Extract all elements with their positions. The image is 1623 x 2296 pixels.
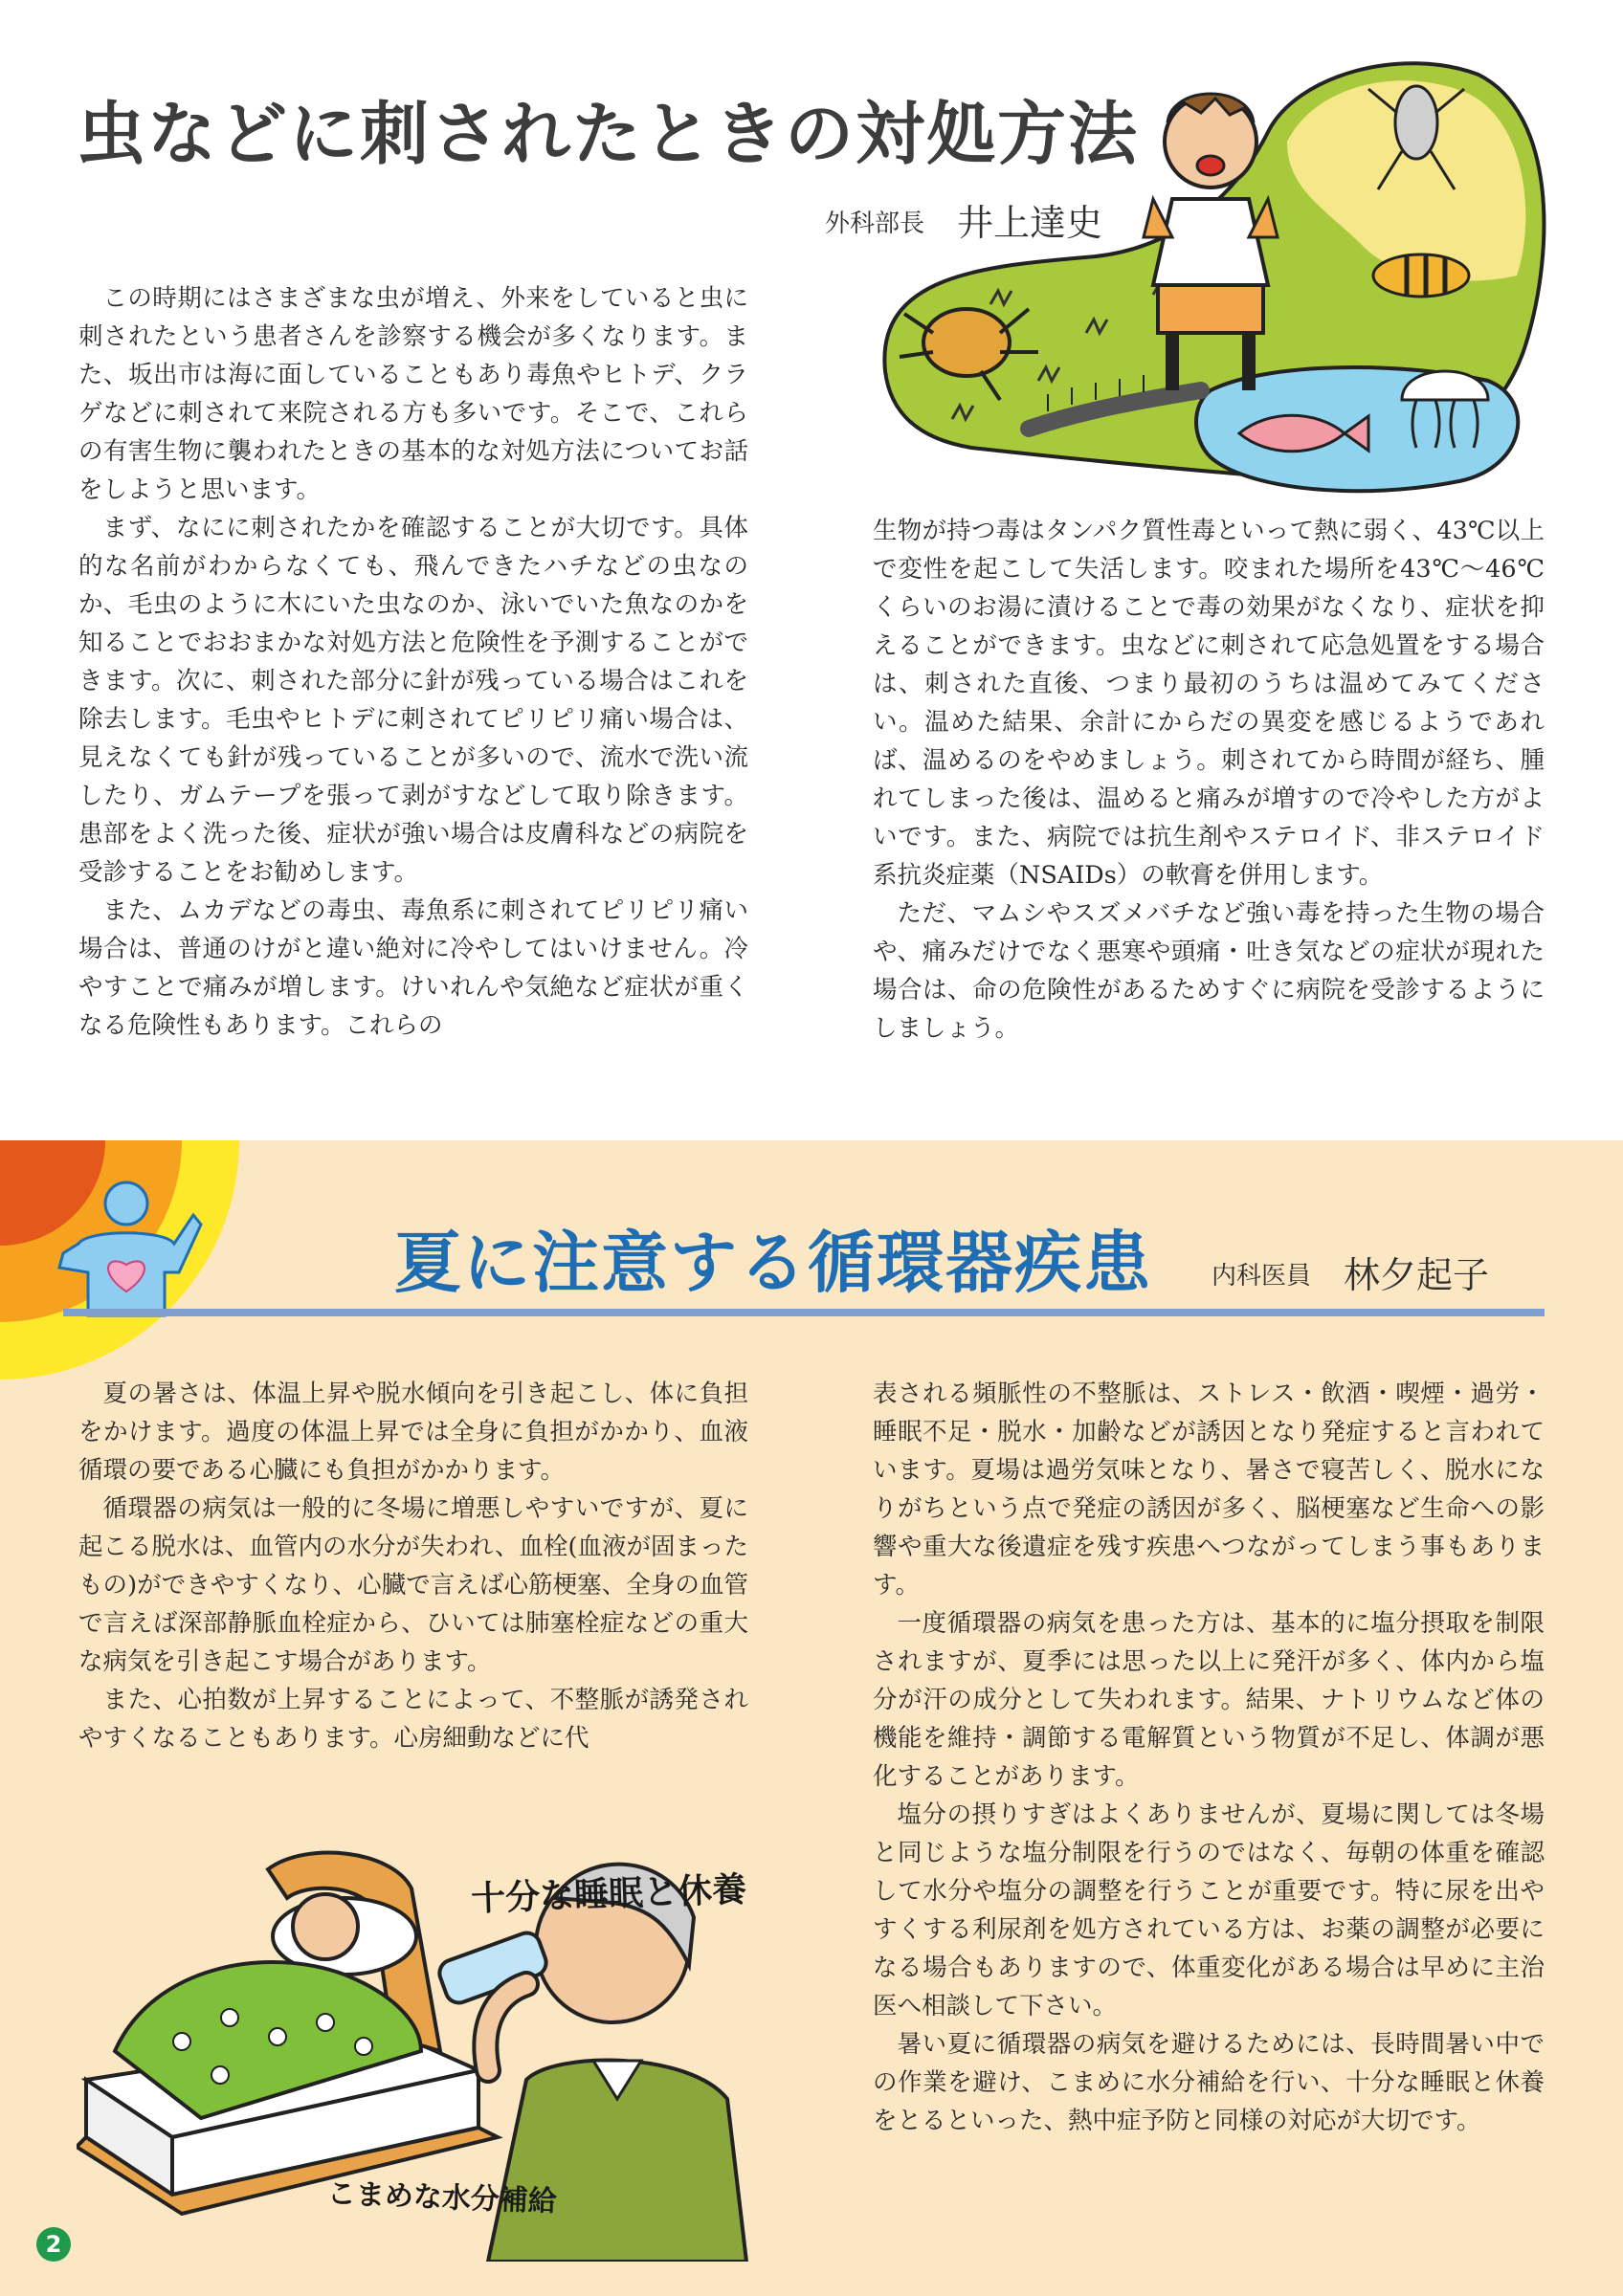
author-role: 外科部長 [825, 210, 925, 238]
paragraph: また、ムカデなどの毒虫、毒魚系に刺されてピリピリ痛い場合は、普通のけがと違い絶対に冷やしてはいけません。冷やすことで痛みが増します。けいれんや気絶など症状が重くなる危険性もあります。これらの [78, 896, 748, 1040]
caption-water-intake: こまめな水分補給 [326, 2176, 558, 2219]
author-byline-internal [1212, 1246, 1489, 1298]
cardio-article-column-left [78, 1375, 748, 1757]
insect-article-column-left [78, 279, 748, 1045]
author-name: 林夕起子 [1344, 1254, 1490, 1296]
insect-sting-article [0, 0, 1623, 1140]
paragraph: また、心拍数が上昇することによって、不整脈が誘発されやすくなることもあります。心房細動などに代 [78, 1686, 748, 1753]
title-divider [63, 1309, 1545, 1316]
author-name: 井上達史 [957, 202, 1103, 244]
article-title-cardio: 夏に注意する循環器疾患 [394, 1223, 1152, 1302]
caption-sleep-rest: 十分な睡眠と休養 [470, 1869, 747, 1920]
page-number-badge: 2 [36, 2227, 71, 2262]
paragraph: 塩分の摂りすぎはよくありませんが、夏場に関しては冬場と同じような塩分制限を行うのではなく、毎朝の体重を確認して水分や塩分の調整を行うことが重要です。特に尿を出やすくする利尿剤を処方されている方は、お薬の調整が必要になる場合もありますので、体重変化がある場合は早めに主治医へ相談して下さい。 [873, 1800, 1545, 2020]
paragraph: まず、なにに刺されたかを確認することが大切です。具体的な名前がわからなくても、飛んできたハチなどの虫なのか、毛虫のように木にいた虫なのか、泳いでいた魚なのかを知ることでおおまかな対処方法と危険性を予測することができます。次に、刺された部分に針が残っている場合はこれを除去します。毛虫やヒトデに刺されてピリピリ痛い場合は、見えなくても針が残っていることが多いので、流水で洗い流したり、ガムテープを張って剥がすなどして取り除きます。患部をよく洗った後、症状が強い場合は皮膚科などの病院を受診することをお勧めします。 [78, 514, 748, 887]
paragraph: この時期にはさまざまな虫が増え、外来をしていると虫に刺されたという患者さんを診察する機会が多くなります。また、坂出市は海に面していることもあり毒魚やヒトデ、クラゲなどに刺されて来院される方も多いです。そこで、これらの有害生物に襲われたときの基本的な対処方法についてお話をしようと思います。 [78, 284, 748, 504]
paragraph: 夏の暑さは、体温上昇や脱水傾向を引き起こし、体に負担をかけます。過度の体温上昇では全身に負担がかかり、血液循環の要である心臓にも負担がかかります。 [78, 1380, 748, 1485]
heart-person-icon [50, 1177, 203, 1320]
paragraph: 暑い夏に循環器の病気を避けるためには、長時間暑い中での作業を避け、こまめに水分補給を行い、十分な睡眠と休養をとるといった、熱中症予防と同様の対応が大切です。 [873, 2030, 1545, 2135]
cardio-article-column-right [873, 1375, 1545, 2140]
author-role: 内科医員 [1212, 1262, 1312, 1291]
insect-article-column-right [873, 512, 1545, 1048]
paragraph: 一度循環器の病気を患った方は、基本的に塩分摂取を制限されますが、夏季には思った以上に発汗が多く、体内から塩分が汗の成分として失われます。結果、ナトリウムなど体の機能を維持・調節する電解質という物質が不足し、体調が悪化することがあります。 [873, 1609, 1545, 1791]
paragraph: 生物が持つ毒はタンパク質性毒といって熱に弱く、43℃以上で変性を起こして失活します。咬まれた場所を43℃〜46℃くらいのお湯に漬けることで毒の効果がなくなり、症状を抑えることができます。虫などに刺されて応急処置をする場合は、刺された直後、つまり最初のうちは温めてみてください。温めた結果、余計にからだの異変を感じるようであれば、温めるのをやめましょう。刺されてから時間が経ち、腫れてしまった後は、温めると痛みが増すので冷やした方がよいです。また、病院では抗生剤やステロイド、非ステロイド系抗炎症薬（NSAIDs）の軟膏を併用します。 [873, 517, 1545, 890]
paragraph: 循環器の病気は一般的に冬場に増悪しやすいですが、夏に起こる脱水は、血管内の水分が失われ、血栓(血液が固まったもの)ができやすくなり、心臓で言えば心筋梗塞、全身の血管で言えば深部静脈血栓症から、ひいては肺塞栓症などの重大な病気を引き起こす場合があります。 [78, 1494, 748, 1676]
paragraph: ただ、マムシやスズメバチなど強い毒を持った生物の場合や、痛みだけでなく悪寒や頭痛・吐き気などの症状が現れた場合は、命の危険性があるためすぐに病院を受診するようにしましょう。 [873, 899, 1545, 1043]
article-title-insect: 虫などに刺されたときの対処方法 [77, 94, 1140, 174]
summer-cardio-article [0, 1140, 1623, 2296]
paragraph: 表される頻脈性の不整脈は、ストレス・飲酒・喫煙・過労・睡眠不足・脱水・加齢などが誘因となり発症すると言われています。夏場は過労気味となり、暑さで寝苦しく、脱水になりがちという点で発症の誘因が多く、脳梗塞など生命への影響や重大な後遺症を残す疾患へつながってしまう事もあります。 [873, 1380, 1545, 1600]
insect-illustration [866, 55, 1555, 505]
